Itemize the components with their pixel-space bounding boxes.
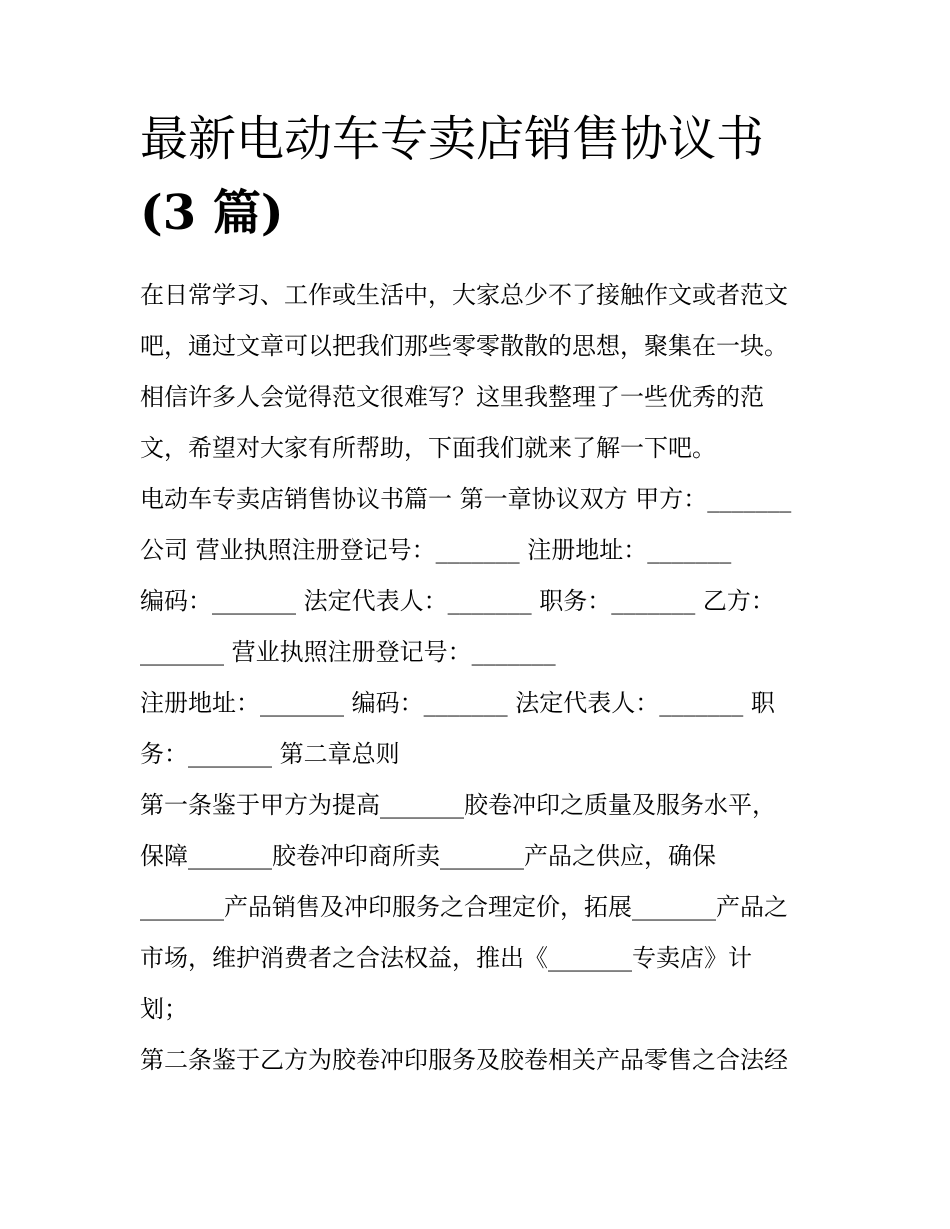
body-line-9: 注册地址：_______ 编码：_______ 法定代表人：_______ 职 xyxy=(140,689,775,717)
body-line-4: 文，希望对大家有所帮助，下面我们就来了解一下吧。 xyxy=(140,434,716,462)
body-line-16: 第二条鉴于乙方为胶卷冲印服务及胶卷相关产品零售之合法经 xyxy=(140,1046,788,1074)
body-line-2: 吧，通过文章可以把我们那些零零散散的思想，聚集在一块。 xyxy=(140,332,788,360)
title-line-2: (3 篇) xyxy=(140,185,284,241)
document-page xyxy=(140,108,820,1086)
body-line-15: 划； xyxy=(140,995,188,1023)
document-title xyxy=(140,108,820,244)
body-line-6: 公司 营业执照注册登记号：_______ 注册地址：_______ xyxy=(140,536,732,564)
body-line-3: 相信许多人会觉得范文很难写？这里我整理了一些优秀的范 xyxy=(140,383,764,411)
body-line-14: 市场，维护消费者之合法权益，推出《_______专卖店》计 xyxy=(140,944,752,972)
title-line-1: 最新电动车专卖店销售协议书 xyxy=(140,111,765,167)
body-line-5: 电动车专卖店销售协议书篇一 第一章协议双方 甲方：_______ xyxy=(140,485,792,513)
document-body xyxy=(140,270,820,1086)
body-line-12: 保障_______胶卷冲印商所卖_______产品之供应，确保 xyxy=(140,842,716,870)
body-line-1: 在日常学习、工作或生活中，大家总少不了接触作文或者范文 xyxy=(140,281,788,309)
body-line-13: _______产品销售及冲印服务之合理定价，拓展_______产品之 xyxy=(140,893,788,921)
body-line-7: 编码：_______ 法定代表人：_______ 职务：_______ 乙方： xyxy=(140,587,775,615)
body-line-10: 务：_______ 第二章总则 xyxy=(140,740,400,768)
body-line-11: 第一条鉴于甲方为提高_______胶卷冲印之质量及服务水平， xyxy=(140,791,776,819)
body-line-8: _______ 营业执照注册登记号：_______ xyxy=(140,638,556,666)
